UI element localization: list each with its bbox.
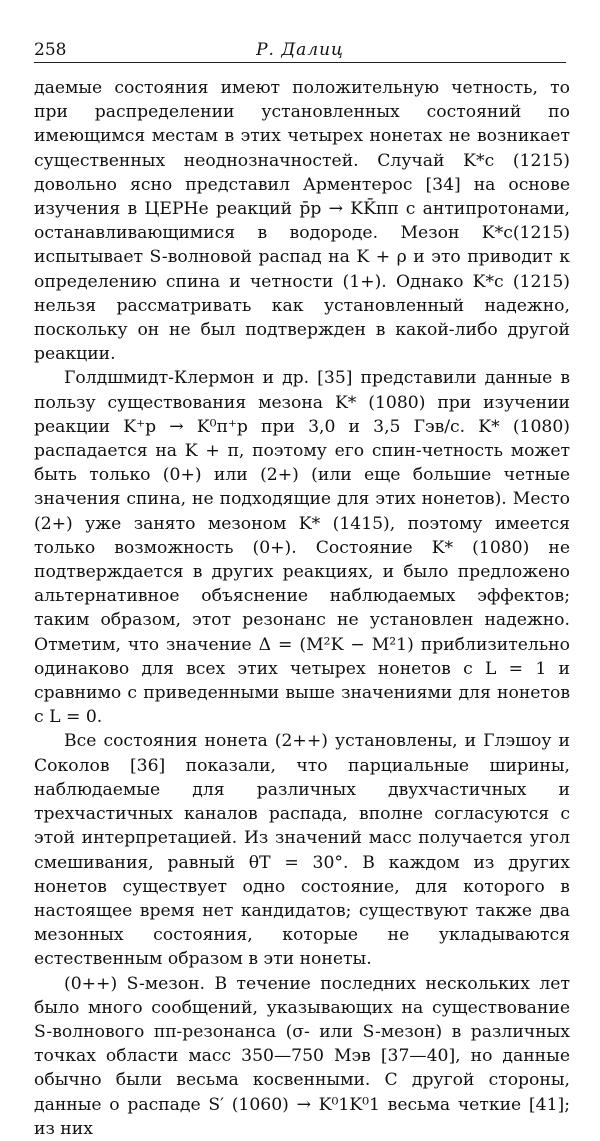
- paragraph: Голдшмидт-Клермон и др. [35] представили данные в пользу существования мезона K* (1080) при изучении реакции K⁺p → K⁰π⁺p при 3,0 и 3,5 Гэв/с. K* (1080) распадается на K + π, поэтому его спин-четность может быть только (0+) или (2+) (или еще большие четные значения спина, не подходящие для этих нонетов). Место (2+) уже занято мезоном K* (1415), поэтому имеется только возможность (0+). Состояние K* (1080) не подтверждается в других реакциях, и было предложено альтернативное объяснение наблюдаемых эффектов; таким образом, этот резонанс не установлен надежно. Отметим, что значение Δ = (M²K − M²1) приблизительно одинаково для всех этих четырех нонетов с L = 1 и сравнимо с приведенными выше значениями для нонетов с L = 0.: [34, 368, 570, 728]
- running-title: Р. Далиц: [256, 40, 344, 60]
- page-header: [34, 38, 566, 63]
- page-body: [34, 76, 570, 1141]
- paragraph: даемые состояния имеют положительную четность, то при распределении установленных состояний по имеющимся местам в этих четырех нонетах не возникает существенных неоднозначностей. Случай K*c (1215) довольно ясно представил Арментерос [34] на основе изучения в ЦЕРНе реакций p̄p → KK̄ππ с антипротонами, останавливающимися в водороде. Мезон K*c(1215) испытывает S-волновой распад на K + ρ и это приводит к определению спина и четности (1+). Однако K*c (1215) нельзя рассматривать как установленный надежно, поскольку он не был подтвержден в какой-либо другой реакции.: [34, 78, 570, 365]
- paragraph: Все состояния нонета (2++) установлены, и Глэшоу и Соколов [36] показали, что парциальные ширины, наблюдаемые для различных двухчастичных и трехчастичных каналов распада, вполне согласуются с этой интерпретацией. Из значений масс получается угол смешивания, равный θT = 30°. В каждом из других нонетов существует одно состояние, для которого в настоящее время нет кандидатов; существуют также два мезонных состояния, которые не укладываются естественным образом в эти нонеты.: [34, 731, 570, 970]
- paragraph: (0++) S-мезон. В течение последних нескольких лет было много сообщений, указывающих на существование S-волнового ππ-резонанса (σ- или S-мезон) в различных точках области масс 350—750 Мэв [37—40], но данные обычно были весьма косвенными. С другой стороны, данные о распаде S′ (1060) → K⁰1K⁰1 весьма четкие [41]; из них: [34, 973, 570, 1139]
- page-number: 258: [34, 40, 67, 60]
